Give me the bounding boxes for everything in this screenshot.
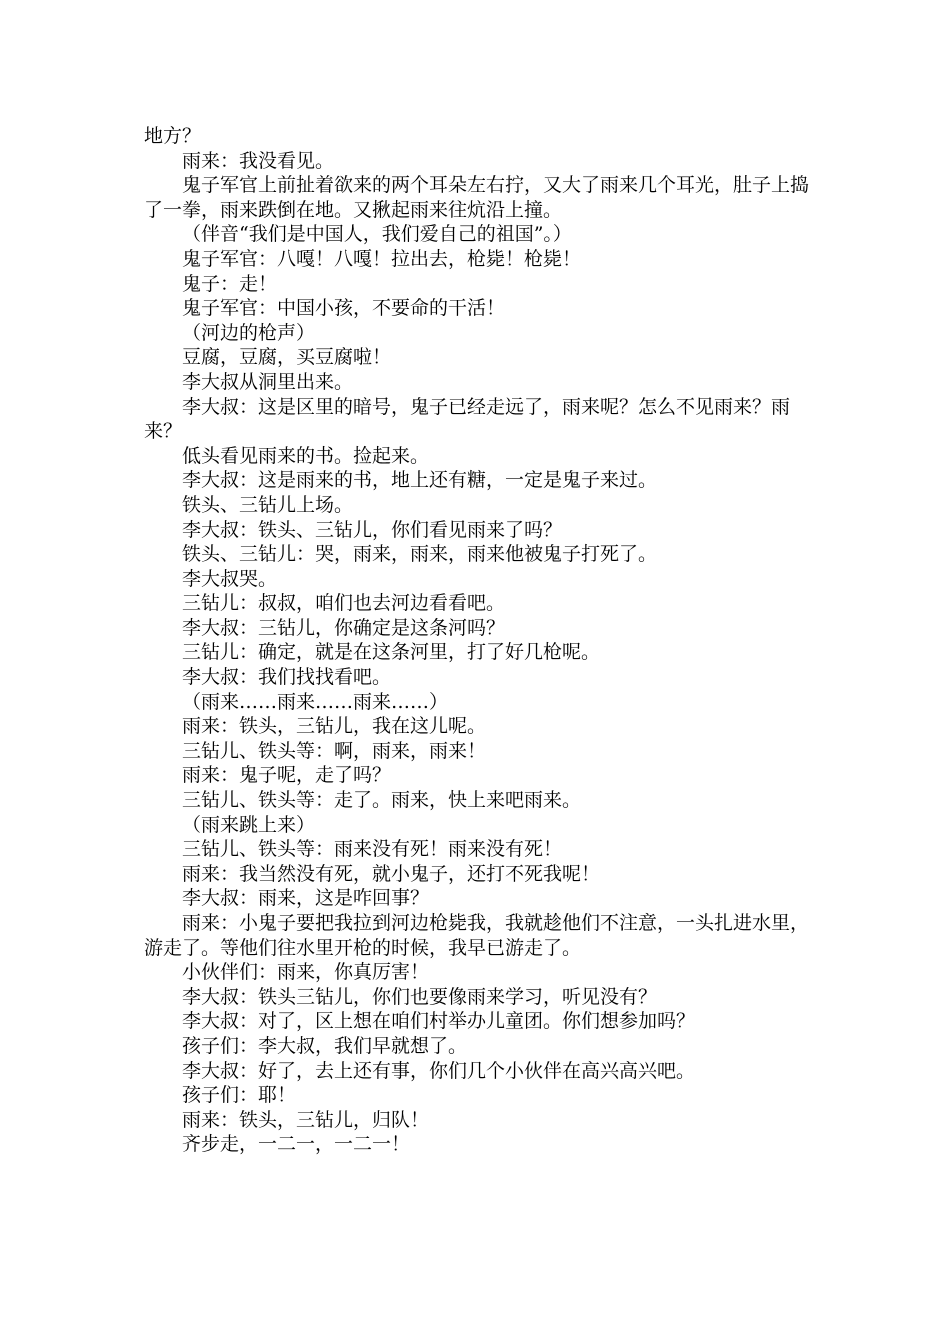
paragraph-24: 三钻儿、铁头等：啊，雨来，雨来！	[182, 739, 487, 762]
paragraph-21: 李大叔：我们找找看吧。	[182, 666, 392, 689]
paragraph-39: 齐步走，一二一，一二一！	[182, 1133, 411, 1156]
paragraph-12: 低头看见雨来的书。捡起来。	[182, 444, 430, 467]
paragraph-10: 李大叔从洞里出来。	[182, 370, 354, 393]
paragraph-14: 铁头、三钻儿上场。	[182, 493, 354, 516]
paragraph-35: 孩子们：李大叔，我们早就想了。	[182, 1034, 468, 1057]
paragraph-11: 李大叔：这是区里的暗号，鬼子已经走远了，雨来呢？怎么不见雨来？雨来？	[144, 395, 791, 443]
paragraph-33: 李大叔：铁头三钻儿，你们也要像雨来学习，听见没有？	[182, 985, 658, 1008]
paragraph-32: 小伙伴们：雨来，你真厉害！	[182, 961, 430, 984]
paragraph-15: 李大叔：铁头、三钻儿，你们看见雨来了吗？	[182, 518, 563, 541]
paragraph-1: 地方？	[144, 125, 202, 147]
paragraph-20: 三钻儿：确定，就是在这条河里，打了好几枪呢。	[182, 641, 601, 664]
paragraph-9: 豆腐，豆腐，买豆腐啦！	[182, 346, 392, 369]
paragraph-2: 雨来：我没看见。	[182, 149, 335, 172]
paragraph-16: 铁头、三钻儿：哭，雨来，雨来，雨来他被鬼子打死了。	[182, 543, 658, 566]
paragraph-28: 三钻儿、铁头等：雨来没有死！雨来没有死！	[182, 838, 563, 861]
paragraph-4: （伴音“我们是中国人，我们爱自己的祖国”。）	[182, 223, 572, 246]
paragraph-3: 鬼子军官上前扯着欲来的两个耳朵左右拧，又大了雨来几个耳光，肚子上捣了一拳，雨来跌倒在地。又揪起雨来往炕沿上撞。	[144, 174, 810, 221]
paragraph-27: （雨来跳上来）	[182, 813, 316, 836]
paragraph-38: 雨来：铁头，三钻儿，归队！	[182, 1108, 430, 1131]
paragraph-8: （河边的枪声）	[182, 321, 316, 344]
paragraph-36: 李大叔：好了，去上还有事，你们几个小伙伴在高兴高兴吧。	[182, 1059, 696, 1082]
document-page	[144, 124, 824, 1157]
paragraph-30: 李大叔：雨来，这是咋回事？	[182, 887, 430, 910]
paragraph-22: （雨来……雨来……雨来……）	[182, 690, 449, 713]
paragraph-6: 鬼子：走！	[182, 272, 278, 295]
paragraph-19: 李大叔：三钻儿，你确定是这条河吗？	[182, 616, 506, 639]
paragraph-18: 三钻儿：叔叔，咱们也去河边看看吧。	[182, 592, 506, 615]
paragraph-23: 雨来：铁头，三钻儿，我在这儿呢。	[182, 715, 487, 738]
paragraph-25: 雨来：鬼子呢，走了吗？	[182, 764, 392, 787]
paragraph-7: 鬼子军官：中国小孩，不要命的干活！	[182, 297, 506, 320]
paragraph-26: 三钻儿、铁头等：走了。雨来，快上来吧雨来。	[182, 789, 582, 812]
paragraph-37: 孩子们：耶！	[182, 1084, 297, 1107]
paragraph-31: 雨来：小鬼子要把我拉到河边枪毙我，我就趁他们不注意，一头扎进水里，游走了。等他们往水里开枪的时候，我早已游走了。	[144, 912, 810, 959]
paragraph-13: 李大叔：这是雨来的书，地上还有糖，一定是鬼子来过。	[182, 469, 658, 492]
paragraph-5: 鬼子军官：八嘎！八嘎！拉出去，枪毙！枪毙！	[182, 247, 582, 270]
paragraph-17: 李大叔哭。	[182, 567, 278, 590]
paragraph-29: 雨来：我当然没有死，就小鬼子，还打不死我呢！	[182, 862, 601, 885]
paragraph-34: 李大叔：对了，区上想在咱们村举办儿童团。你们想参加吗？	[182, 1010, 696, 1033]
